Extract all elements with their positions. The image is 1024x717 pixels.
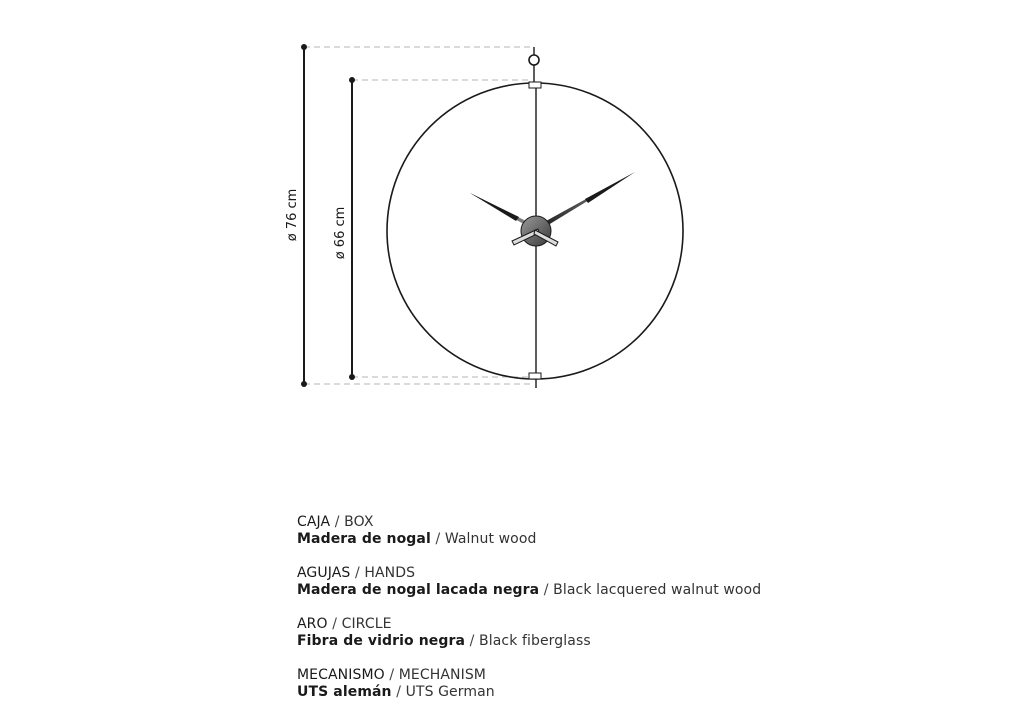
separator: /	[396, 684, 402, 700]
outer-dimension-bottom-dot	[301, 381, 307, 387]
spec-value-en: Black fiberglass	[479, 633, 591, 649]
separator: /	[354, 565, 360, 581]
minute-hand-tip	[585, 172, 635, 203]
separator: /	[543, 582, 549, 598]
inner-diameter-label: ø 66 cm	[333, 206, 348, 260]
spec-hands	[297, 565, 917, 599]
spec-value	[297, 582, 917, 599]
separator: /	[332, 616, 338, 632]
spec-heading-en: CIRCLE	[341, 616, 392, 632]
spec-heading	[297, 667, 917, 684]
spec-value	[297, 684, 917, 701]
spec-value-en: Black lacquered walnut wood	[553, 582, 762, 598]
bottom-clamp	[529, 373, 541, 379]
inner-diameter-dimension	[333, 77, 355, 380]
separator: /	[389, 667, 395, 683]
spec-heading	[297, 565, 917, 582]
inner-dimension-bottom-dot	[349, 374, 355, 380]
separator: /	[435, 531, 441, 547]
spec-value-es: Fibra de vidrio negra	[297, 633, 466, 649]
spec-value	[297, 633, 917, 650]
hanging-ring	[529, 55, 539, 65]
outer-dimension-top-dot	[301, 44, 307, 50]
spec-heading-en: BOX	[344, 514, 374, 530]
spec-box	[297, 514, 917, 548]
spec-circle	[297, 616, 917, 650]
material-specifications	[297, 514, 917, 701]
spec-value-es: UTS alemán	[297, 684, 392, 700]
separator: /	[334, 514, 340, 530]
spec-heading-es: ARO	[297, 616, 328, 632]
separator: /	[469, 633, 475, 649]
spec-value-es: Madera de nogal lacada negra	[297, 582, 540, 598]
inner-dimension-top-dot	[349, 77, 355, 83]
spec-heading-en: MECHANISM	[398, 667, 486, 683]
clock-illustration	[387, 47, 683, 388]
spec-value	[297, 531, 917, 548]
spec-heading	[297, 514, 917, 531]
spec-value-en: UTS German	[405, 684, 495, 700]
spec-value-en: Walnut wood	[444, 531, 537, 547]
outer-diameter-dimension	[285, 44, 307, 387]
spec-value-es: Madera de nogal	[297, 531, 431, 547]
spec-heading-en: HANDS	[364, 565, 416, 581]
spec-heading-es: AGUJAS	[297, 565, 351, 581]
spec-heading-es: MECANISMO	[297, 667, 385, 683]
spec-heading	[297, 616, 917, 633]
top-clamp	[529, 82, 541, 88]
hour-hand-tip	[470, 193, 519, 221]
spec-heading-es: CAJA	[297, 514, 331, 530]
outer-diameter-label: ø 76 cm	[285, 188, 300, 242]
spec-mechanism	[297, 667, 917, 701]
